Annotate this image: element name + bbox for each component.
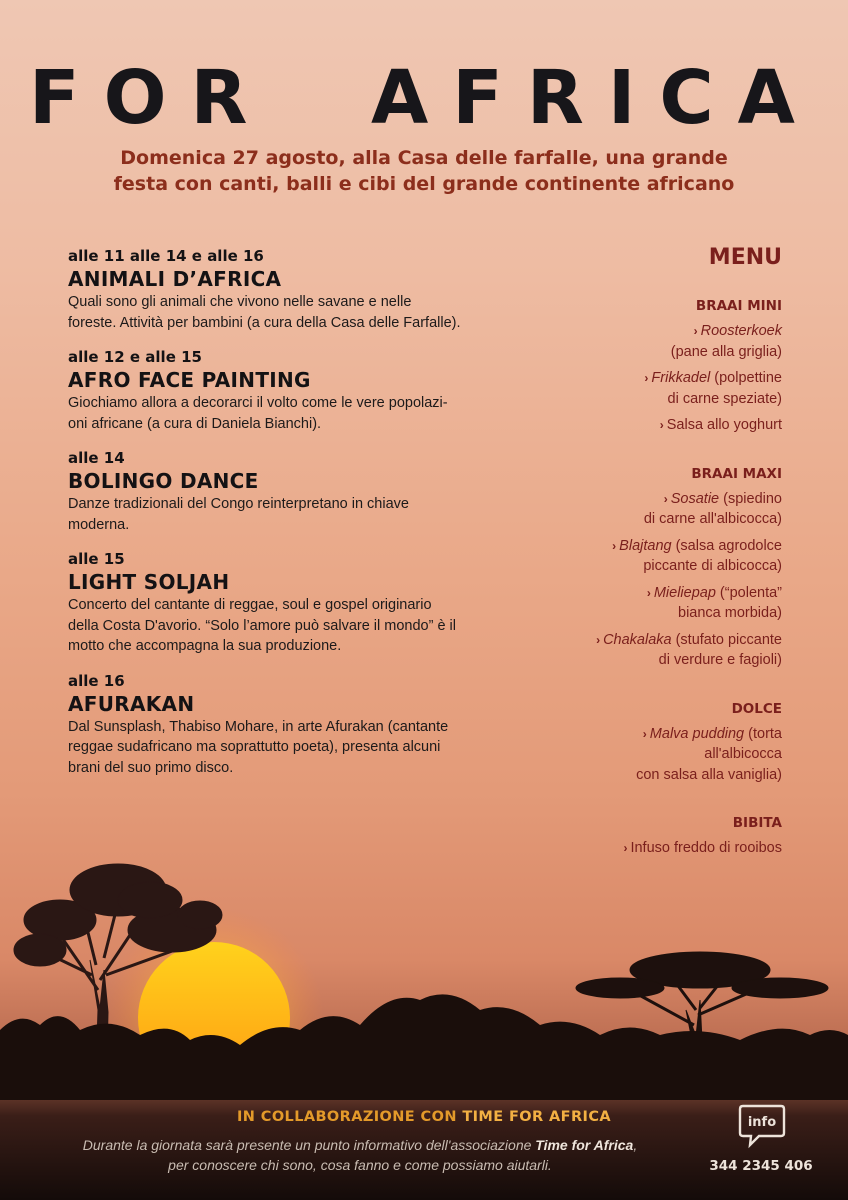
dish-detail: (“polenta” [715,584,782,601]
event-item [68,671,488,779]
dish-detail: piccante di albicocca) [643,558,782,574]
event-subtitle [60,145,788,197]
sunset-savanna-illustration [0,840,848,1100]
menu-item [542,724,782,786]
dish-name: Chakalaka [603,631,672,648]
category-label: BRAAI MAXI [691,465,782,482]
desc-line: moderna. [68,516,130,533]
desc-line: Giochiamo allora a decorarci il volto come le vere popolazi- [68,395,448,411]
dish-detail: (stufato piccante [671,631,782,648]
events-list [68,246,488,792]
menu-item [542,489,782,530]
desc-line: della Costa D'avorio. “Solo l’amore può salvare il mondo” è il [68,617,457,634]
event-name: AFRO FACE PAINTING [68,368,311,392]
event-name: LIGHT SOLJAH [68,570,230,594]
subtitle-line-2: festa con canti, balli e cibi del grande continente africano [113,173,735,195]
dish-detail: con salsa alla vaniglia) [636,766,782,783]
desc-line-2: per conoscere chi sono, cosa fanno e come possiamo aiutarli. [168,1157,552,1173]
desc-line: brani del suo primo disco. [68,759,234,776]
dish-name: Salsa allo yoghurt [666,417,782,433]
category-label: BIBITA [732,815,782,831]
event-time: alle 14 [68,449,125,467]
dish-name: Infuso freddo di rooibos [630,840,782,856]
menu-panel [542,245,782,889]
dish-detail: (salsa agrodolce [671,537,782,554]
menu-item [542,415,782,436]
menu-item [542,630,782,671]
page-title: FOR AFRICA [29,55,819,141]
event-name: ANIMALI D’AFRICA [68,267,282,291]
dish-name: Blajtang [619,537,672,554]
desc-line: Quali sono gli animali che vivono nelle savane e nelle [68,294,412,310]
desc-line: foreste. Attività per bambini (a cura della Casa delle Farfalle). [68,314,461,331]
event-time: alle 15 [68,550,125,568]
dish-detail: (spiedino [719,490,782,507]
info-label: info [747,1115,777,1130]
event-item [68,246,488,333]
desc-line: Concerto del cantante di reggae, soul e gospel originario [68,597,432,613]
dish-detail: di carne all'albicocca) [643,511,782,527]
chevron-right-icon: › [596,632,601,647]
chevron-right-icon: › [659,418,664,432]
desc-line: motto che accompagna la sua produzione. [68,638,342,654]
chevron-right-icon: › [612,538,617,553]
chevron-right-icon: › [646,585,651,600]
menu-title: MENU [708,245,782,270]
desc-line: Dal Sunsplash, Thabiso Mohare, in arte Afurakan (cantante [68,718,449,735]
event-time: alle 16 [68,671,125,690]
dish-name: Mieliepap [653,584,716,601]
dish-name: Frikkadel [651,370,711,386]
event-description [68,494,488,535]
info-speech-bubble-icon [737,1103,787,1149]
event-item [68,549,488,657]
category-label: DOLCE [731,700,782,717]
event-item [68,347,488,434]
menu-category-braai-maxi [542,466,782,671]
menu-item [542,321,782,362]
event-time: alle 12 e alle 15 [68,348,202,366]
category-label: BRAAI MINI [695,298,782,314]
dish-detail: di verdure e fagioli) [658,652,782,668]
event-description [68,393,488,434]
dish-detail: (polpettine [710,370,782,386]
dish-detail: (pane alla griglia) [670,343,782,360]
chevron-right-icon: › [623,841,628,855]
event-description [68,717,488,779]
dish-detail: all'albicocca [704,746,782,762]
event-name: BOLINGO DANCE [68,469,259,493]
collaboration-prefix: IN COLLABORAZIONE CON [237,1109,463,1125]
collaboration-line [0,1109,848,1125]
event-description [68,292,488,333]
collaboration-partner: TIME FOR AFRICA [462,1109,611,1125]
menu-item [542,583,782,624]
event-name: AFURAKAN [68,691,195,716]
chevron-right-icon: › [644,371,649,385]
desc-prefix: Durante la giornata sarà presente un punto informativo dell'associazione [82,1137,536,1153]
menu-category-braai-mini [542,298,782,436]
chevron-right-icon: › [642,726,647,741]
event-time: alle 11 alle 14 e alle 16 [68,247,264,265]
subtitle-line-1: Domenica 27 agosto, alla Casa delle farfalle, una grande [120,147,728,169]
desc-line: Danze tradizionali del Congo reinterpretano in chiave [68,496,409,512]
dish-detail: di carne speziate) [667,390,782,407]
phone-number: 344 2345 406 [709,1158,813,1174]
menu-item [542,368,782,409]
menu-item [542,536,782,577]
menu-category-dolce [542,701,782,786]
org-name: Time for Africa [535,1137,634,1153]
event-description [68,595,488,657]
desc-line: oni africane (a cura di Daniela Bianchi). [68,415,322,432]
chevron-right-icon: › [693,324,698,338]
desc-line: reggae sudafricano ma soprattutto poeta), presenta alcuni [68,739,441,755]
footer-description [40,1135,680,1175]
dish-detail: (torta [744,725,782,742]
desc-suffix: , [633,1137,638,1153]
dish-name: Malva pudding [649,725,745,742]
chevron-right-icon: › [663,491,668,506]
dish-name: Roosterkoek [700,323,782,339]
dish-detail: bianca morbida) [678,605,782,621]
dish-name: Sosatie [670,490,720,507]
event-item [68,448,488,535]
